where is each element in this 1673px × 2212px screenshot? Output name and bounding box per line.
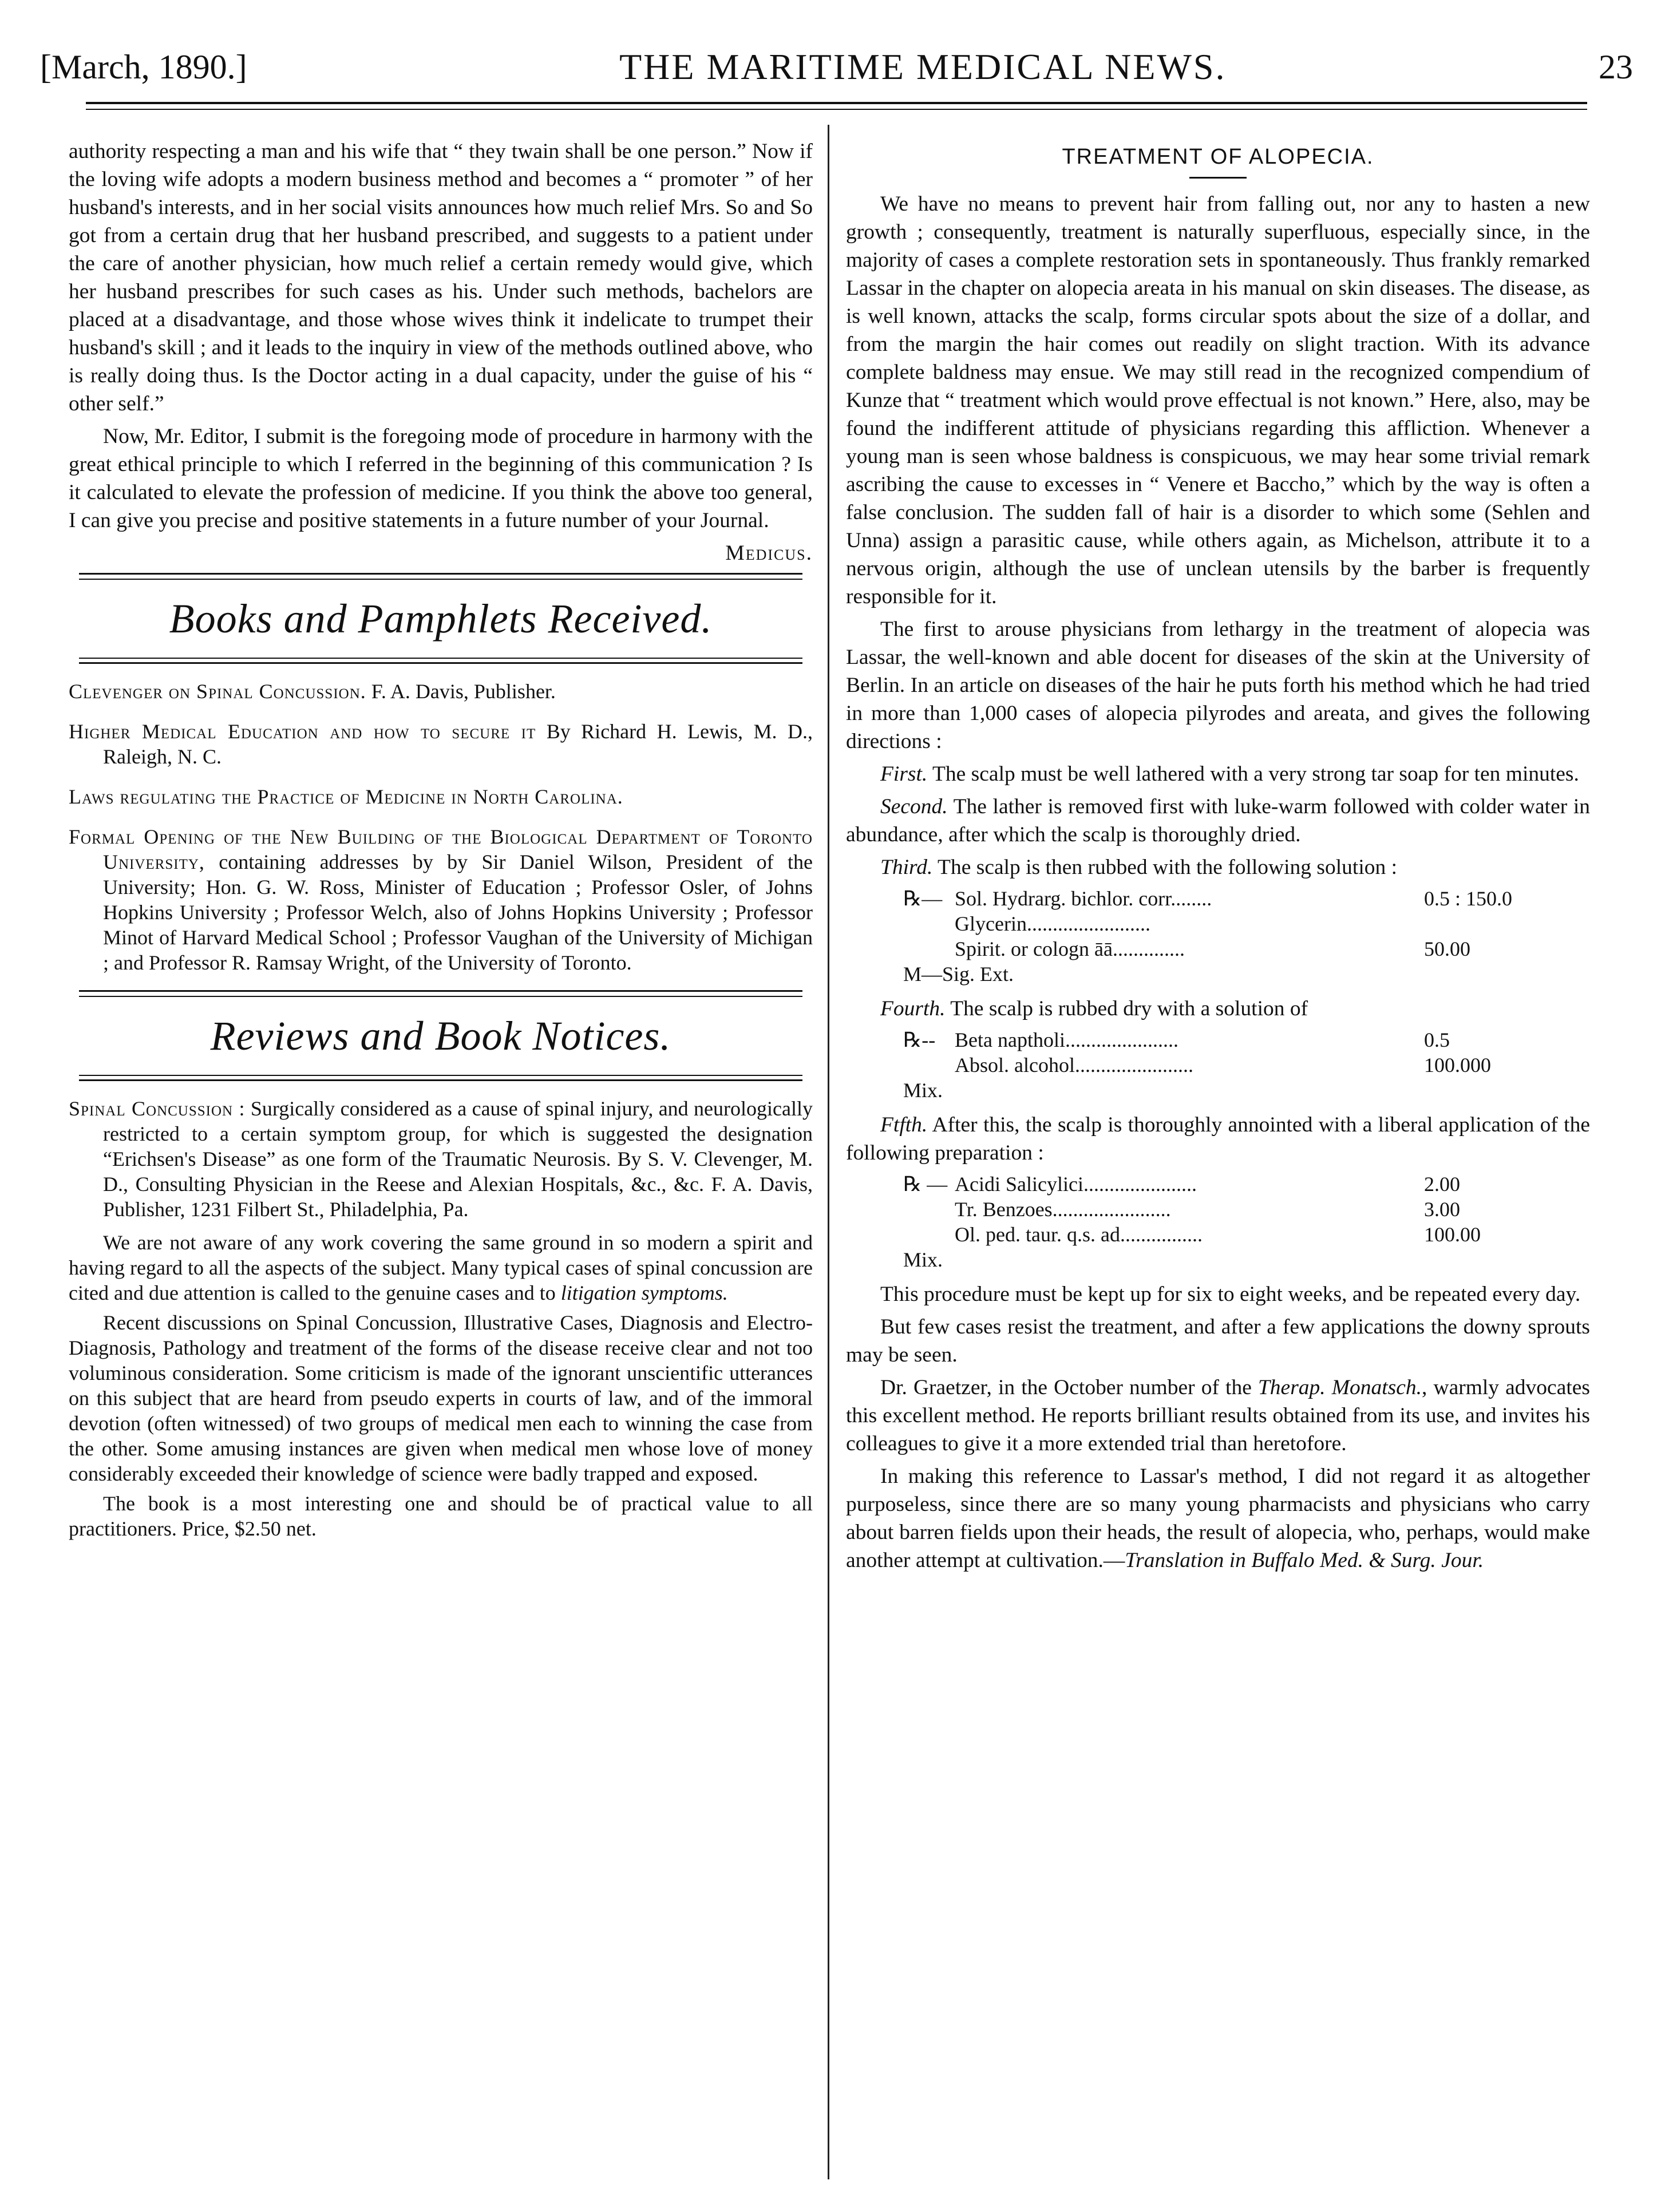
- prescription-2: ℞-- Beta naptholi...................... 0.5 Absol. alcohol....................... 100.000 Mix.: [903, 1028, 1491, 1102]
- review-paragraph: We are not aware of any work covering the same ground in so modern a spirit and having regard to all the aspects of the subject. Many typical cases of spinal concussion are cited and due attention is called to the genuine cases and to litigation symptoms.: [69, 1231, 813, 1304]
- column-divider: [828, 125, 829, 2179]
- step-fifth: Ftfth. After this, the scalp is thoroughly annointed with a liberal application of the following preparation :: [846, 1113, 1590, 1165]
- section-rule: [79, 996, 802, 997]
- header-rule-thin: [86, 109, 1587, 110]
- article-title: TREATMENT OF ALOPECIA.: [1062, 145, 1374, 169]
- step-fourth: Fourth. The scalp is rubbed dry with a solution of: [880, 997, 1308, 1020]
- article-paragraph: We have no means to prevent hair from falling out, nor any to hasten a new growth ; consequently, treatment is naturally superfluous, especially since, in the majority of cases a complete restoration sets in spontaneously. Thus frankly remarked Lassar in the chapter on alopecia areata in his manual on skin diseases. The disease, as is well known, attacks the scalp, forms circular spots about the size of a dollar, and from the margin the hair comes out readily on slight traction. With its advance complete baldness may ensue. We may still read in the recognized compendium of Kunze that “ treatment which would prove effectual is not known.” Here, also, may be found the indifferent attitude of physicians regarding this affliction. Whenever a young man is seen whose baldness is conspicuous, we may hear some trivial remark ascribing the cause to excesses in “ Venere et Baccho,” which by the way is often a false conclusion. The sudden fall of hair is a disorder to which some (Sehlen and Unna) assign a parasitic cause, while others again, as Michelson, attribute it to a nervous origin, although the use of unclean utensils by the barber is frequently responsible for it.: [846, 192, 1590, 608]
- section-rule: [79, 662, 802, 664]
- prescription-1: ℞— Sol. Hydrarg. bichlor. corr........ 0.5 : 150.0 Glycerin........................ Spirit. or cologn āā.............. 50.00 M—Sig. Ext.: [903, 887, 1513, 986]
- step-third: Third. The scalp is then rubbed with the following solution :: [880, 856, 1398, 879]
- book-entry: Clevenger on Spinal Concussion. F. A. Davis, Publisher.: [69, 680, 556, 703]
- books-section-title: Books and Pamphlets Received.: [169, 596, 713, 642]
- section-rule: [79, 579, 802, 580]
- section-rule: [79, 990, 802, 992]
- issue-date: [March, 1890.]: [40, 48, 247, 86]
- reviews-section-title: Reviews and Book Notices.: [210, 1013, 671, 1059]
- section-rule: [79, 1075, 802, 1076]
- article-paragraph: In making this reference to Lassar's method, I did not regard it as altogether purposeless, since there are so many young pharmacists and physicians who carry about barren fields upon their heads, the result of alopecia, who, perhaps, would make another attempt at cultivation.—Translation in Buffalo Med. & Surg. Jour.: [846, 1465, 1590, 1572]
- letter-signature: Medicus.: [725, 541, 813, 565]
- step-first: First. The scalp must be well lathered with a very strong tar soap for ten minutes.: [880, 762, 1579, 786]
- article-paragraph: But few cases resist the treatment, and after a few applications the downy sprouts may be seen.: [846, 1315, 1590, 1367]
- article-paragraph: Dr. Graetzer, in the October number of the Therap. Monatsch., warmly advocates this excellent method. He reports brilliant results obtained from its use, and invites his colleagues to give it a more extended trial than heretofore.: [846, 1376, 1590, 1455]
- title-rule: [1189, 177, 1247, 179]
- review-paragraph: Recent discussions on Spinal Concussion, Illustrative Cases, Diagnosis and Electro-Diagnosis, Pathology and treatment of the forms of the disease receive clear and not too voluminous consideration. Some criticism is made of the ignorant unscientific utterances on this subject that are heard from pseudo experts in courts of law, and of the immoral devotion (often witnessed) of two groups of medical men each to winning the case from the other. Some amusing instances are given when medical men whose love of money considerably exceeded their knowledge of science were badly trapped and exposed.: [69, 1311, 813, 1485]
- article-paragraph: This procedure must be kept up for six to eight weeks, and be repeated every day.: [880, 1283, 1581, 1306]
- letter-paragraph: authority respecting a man and his wife that “ they twain shall be one person.” Now if the loving wife adopts a modern business method and becomes a “ promoter ” of her husband's interests, and in her social visits announces how much relief Mrs. So and So got from a certain drug that her husband prescribed, and suggests to a patient under the care of another physician, how much relief a certain remedy would give, which her husband prescribes for such cases as his. Under such methods, bachelors are placed at a disadvantage, and those whose wives think it indelicate to trumpet their husband's skill ; and it leads to the inquiry in view of the methods outlined above, who is really doing thus. Is the Doctor acting in a dual capacity, under the guise of his “ other self.”: [69, 140, 813, 416]
- review-heading: Spinal Concussion : Surgically considered as a cause of spinal injury, and neurologically restricted to a certain symptom group, for which is suggested the designation “Erichsen's Disease” as one form of the Traumatic Neurosis. By S. V. Clevenger, M. D., Consulting Physician in the Reese and Alexian Hospitals, &c., &c. F. A. Davis, Publisher, 1231 Filbert St., Philadelphia, Pa.: [69, 1097, 813, 1221]
- article-paragraph: The first to arouse physicians from lethargy in the treatment of alopecia was Lassar, the well-known and able docent for diseases of the skin at the University of Berlin. In an article on diseases of the hair he puts forth his method which he had tried in more than 1,000 cases of alopecia pilyrodes and areata, and gives the following directions :: [846, 618, 1590, 753]
- prescription-3: ℞ — Acidi Salicylici...................... 2.00 Tr. Benzoes....................... 3.00 Ol. ped. taur. q.s. ad................ 100.00 Mix.: [903, 1173, 1481, 1271]
- right-column: [846, 137, 1590, 1579]
- letter-paragraph: Now, Mr. Editor, I submit is the foregoing mode of procedure in harmony with the great ethical principle to which I referred in the beginning of this communication ? Is it calculated to elevate the profession of medicine. If you think the above too general, I can give you precise and positive statements in a future number of your Journal.: [69, 425, 813, 532]
- page-header: [40, 35, 1633, 98]
- section-rule: [79, 658, 802, 659]
- journal-title: THE MARITIME MEDICAL NEWS.: [619, 46, 1227, 87]
- book-entry: Laws regulating the Practice of Medicine in North Carolina.: [69, 785, 623, 808]
- review-paragraph: The book is a most interesting one and should be of practical value to all practitioners. Price, $2.50 net.: [69, 1492, 813, 1540]
- book-entry: Formal Opening of the New Building of the Biological Department of Toronto University, containing addresses by by Sir Daniel Wilson, President of the University; Hon. G. W. Ross, Minister of Education ; Professor Osler, of Johns Hopkins University ; Professor Welch, also of Johns Hopkins University ; Professor Minot of Harvard Medical School ; Professor Vaughan of the University of Michigan ; and Professor R. Ramsay Wright, of the University of Toronto.: [69, 825, 813, 974]
- book-entry: Higher Medical Education and how to secure it By Richard H. Lewis, M. D., Raleigh, N. C.: [69, 720, 813, 768]
- section-rule: [79, 1079, 802, 1081]
- section-rule: [79, 573, 802, 575]
- header-rule-thick: [86, 102, 1587, 104]
- page-number: 23: [1599, 48, 1633, 86]
- left-column: [69, 137, 813, 1546]
- step-second: Second. The lather is removed first with luke-warm followed with colder water in abundance, after which the scalp is thoroughly dried.: [846, 795, 1590, 846]
